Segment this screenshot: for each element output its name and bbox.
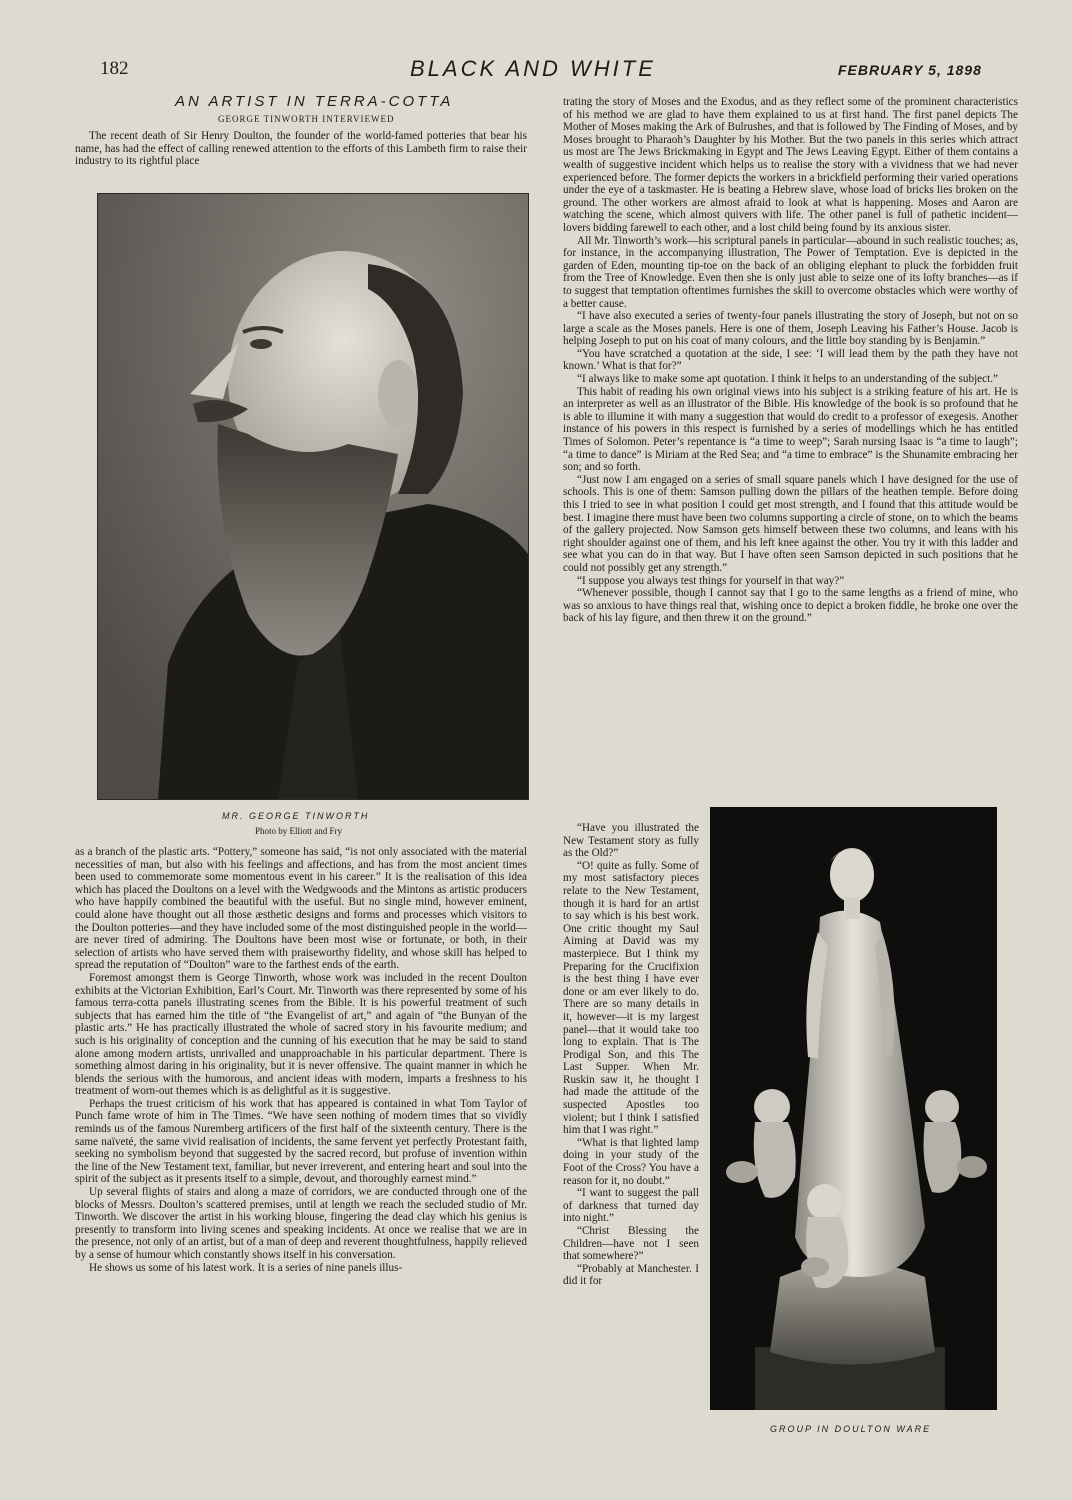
statue-caption: GROUP IN DOULTON WARE	[770, 1424, 932, 1434]
intro-paragraph-block	[75, 130, 527, 168]
paragraph: trating the story of Moses and the Exodus, and as they reflect some of the prominent characteristics of his method we are glad to have them explained to us at first hand. The first panel depicts The Mother of Moses making the Ark of Bulrushes, and that is followed by The Finding of Moses, and by Moses brought to Pharaoh’s Daughter by his Mother. But the two panels in this series which attract us most are The Jews Brickmaking in Egypt and The Jews Leaving Egypt. Either of them contains a wealth of suggestive incident which helps us to realise the story with a vividness that we had never experienced before. The former depicts the workers in a brickfield performing their varied operations under the eye of a taskmaster. He is beating a Hebrew slave, whose load of bricks lies broken on the ground. The other workers are almost afraid to look at what is happening. Moses and Aaron are watching the scene, which almost quivers with life. The other panel is full of pathetic incident—lovers bidding farewell to each other, and a lost child being found by its anxious sister.	[563, 96, 1018, 234]
paragraph: “I always like to make some apt quotation. I think it helps to an understanding of the subject.”	[577, 373, 998, 386]
paragraph: “Have you illustrated the New Testament story as fully as the Old?”	[563, 822, 699, 860]
paragraph: as a branch of the plastic arts. “Pottery,” someone has said, “is not only associated with the material necessities of man, but also with his feelings and affections, and has from the most ancient times been used to commemorate some momentous event in his career.” It is the realisation of this idea which has placed the Doultons on a level with the Wedgwoods and the Mintons as artistic producers who have happily combined the beautiful with the useful. But no single mind, however eminent, could alone have thought out all those æsthetic designs and forms and processes which visitors to the Doulton potteries—and they have included some of the most distinguished people in the world—are never tired of admiring. The Doultons have been most wise or fortunate, or both, in their selection of artists who have served them with praiseworthy fidelity, and whose skill has helped to spread the reputation of “Doulton” ware to the farthest ends of the earth.	[75, 846, 527, 972]
paragraph: All Mr. Tinworth’s work—his scriptural panels in particular—abound in such realistic touches; as, for instance, in the accompanying illustration, The Power of Temptation. Eve is depicted in the garden of Eden, mounting tip-toe on the back of an obliging elephant to pluck the forbidden fruit from the Tree of Knowledge. Even then she is only just able to seize one of its lofty branches—as if to suggest that temptation oftentimes furnishes the skill to overcome obstacles which were worthy of a better cause.	[563, 234, 1018, 310]
paragraph: “I have also executed a series of twenty-four panels illustrating the story of Joseph, but not on so large a scale as the Moses panels. Here is one of them, Joseph Leaving his Father’s House. Jacob is helping Joseph to put on his coat of many colours, and the little boy standing by is Benjamin.”	[563, 310, 1018, 348]
statue-photo	[710, 807, 997, 1410]
portrait-photo	[97, 193, 529, 800]
page-number: 182	[100, 58, 129, 79]
paragraph: “I want to suggest the pall of darkness that turned day into night.”	[563, 1187, 699, 1225]
paragraph: “Christ Blessing the Children—have not I seen that somewhere?”	[563, 1225, 699, 1263]
portrait-illustration	[98, 194, 528, 799]
portrait-caption: MR. GEORGE TINWORTH	[222, 811, 370, 821]
paragraph: “Whenever possible, though I cannot say that I go to the same lengths as a friend of mine, who was so anxious to have things real that, wishing once to depict a broken fiddle, he broke one over the back of his lay figure, and then threw it on the ground.”	[563, 587, 1018, 625]
paragraph: “O! quite as fully. Some of my most satisfactory pieces relate to the New Testament, though it is hard for an artist to say which is his best work. One critic thought my Saul Aiming at David was my masterpiece. But I think my Preparing for the Crucifixion is the best thing I have ever done or am ever likely to do. There are so many details in it, however—it is my largest panel—that it would take too long to explain. That is The Prodigal Son, and this The Last Supper. When Mr. Ruskin saw it, he thought I had made the attitude of the suspected Apostles too violent; but I think I satisfied him that I was right.”	[563, 859, 699, 1137]
narrow-column-text	[563, 822, 699, 1288]
paragraph: Up several flights of stairs and along a maze of corridors, we are conducted through one of the blocks of Messrs. Doulton’s scattered premises, until at length we reach the secluded studio of Mr. Tinworth. We discover the artist in his working blouse, fingering the dead clay which his genius is presently to transform into living scenes and speaking incidents. At once we realise that we are in the presence, not only of an artist, but of a man of deep and reverent thoughtfulness, happily relieved by a sense of humour which constantly shows itself in his conversation.	[75, 1186, 527, 1261]
issue-date: FEBRUARY 5, 1898	[838, 62, 982, 78]
paragraph: “I suppose you always test things for yourself in that way?”	[577, 574, 845, 587]
paragraph: “What is that lighted lamp doing in your study of the Foot of the Cross? You have a reason for it, no doubt.”	[563, 1136, 699, 1187]
paragraph: He shows us some of his latest work. It is a series of nine panels illus-	[89, 1261, 403, 1274]
paragraph: This habit of reading his own original views into his subject is a striking feature of his art. He is an interpreter as well as an illustrator of the Bible. His knowledge of the book is so profound that he is able to illumine it with many a suggestion that would do credit to a professor of exegesis. Another instance of his powers in this respect is furnished by a series of modellings which he has entitled Times of Solomon. Peter’s repentance is “a time to weep”; Sarah nursing Isaac is “a time to laugh”; “a time to dance” is Miriam at the Red Sea; and “a time to embrace” is the Shunamite embracing her son; and so forth.	[563, 385, 1018, 474]
paragraph: “Just now I am engaged on a series of small square panels which I have designed for the use of schools. This is one of them: Samson pulling down the pillars of the heathen temple. Before doing this I tried to see in what position I could get most strength, and I found that this attitude would be best. I imagine there must have been two columns supporting a circle of stone, on to which the beams of the gallery projected. Now Samson gets himself between these two columns, and leans with his right shoulder against one of them, and his left knee against the other. You try it with this ladder and see what you can do in that way. But I have often seen Samson depicted in such positions that he could not possibly get any strength.”	[563, 473, 1018, 574]
publication-title: BLACK AND WHITE	[410, 56, 656, 81]
portrait-credit: Photo by Elliott and Fry	[255, 826, 343, 836]
article-subtitle: GEORGE TINWORTH INTERVIEWED	[218, 114, 395, 124]
statue-illustration	[710, 807, 997, 1410]
paragraph: “You have scratched a quotation at the side, I see: ‘I will lead them by the path they have not known.’ What is that for?”	[563, 347, 1018, 373]
left-column-text	[75, 846, 527, 1274]
paragraph: Foremost amongst them is George Tinworth, whose work was included in the recent Doulton exhibits at the Victorian Exhibition, Earl’s Court. Mr. Tinworth was there represented by some of his famous terra-cotta panels illustrating scenes from the Bible. It is his powerful treatment of such subjects that has earned him the title of “the Evangelist of art,” and again of “the Bunyan of the plastic arts.” He has practically illustrated the whole of sacred story in his favourite medium; and such is his originality of conception and the cunning of his execution that he may be said to stand alone among modern artists, unrivalled and unapproachable in his particular department. There is something almost daring in his originality, but it is never offensive. The quaint manner in which he blends the serious with the humorous, and ancient ideas with modern, imparts a freshness to his treatment of worn-out themes which is as delightful as it is suggestive.	[75, 971, 527, 1098]
paragraph: “Probably at Manchester. I did it for	[563, 1262, 699, 1288]
right-column-text	[563, 96, 1018, 625]
intro-paragraph: The recent death of Sir Henry Doulton, the founder of the world-famed potteries that bear his name, has had the effect of calling renewed attention to the efforts of this Lambeth firm to raise their industry to its rightful place	[75, 130, 527, 168]
paragraph: Perhaps the truest criticism of his work that has appeared is contained in what Tom Taylor of Punch fame wrote of him in The Times. “We have seen nothing of modern times that so vividly reminds us of the famous Nuremberg artificers of the first half of the sixteenth century. There is the same naïveté, the same vivid realisation of incidents, the same fervent yet perfectly Protestant faith, seeking no symbolism beyond that suggested by the sacred record, but profuse of invention within the line of the New Testament text, familiar, but never irreverent, and entering heart and soul into the spirit of the subject as it presents itself to a simple, devout, and thoroughly earnest mind.”	[75, 1097, 527, 1186]
article-title: AN ARTIST IN TERRA-COTTA	[175, 93, 454, 110]
